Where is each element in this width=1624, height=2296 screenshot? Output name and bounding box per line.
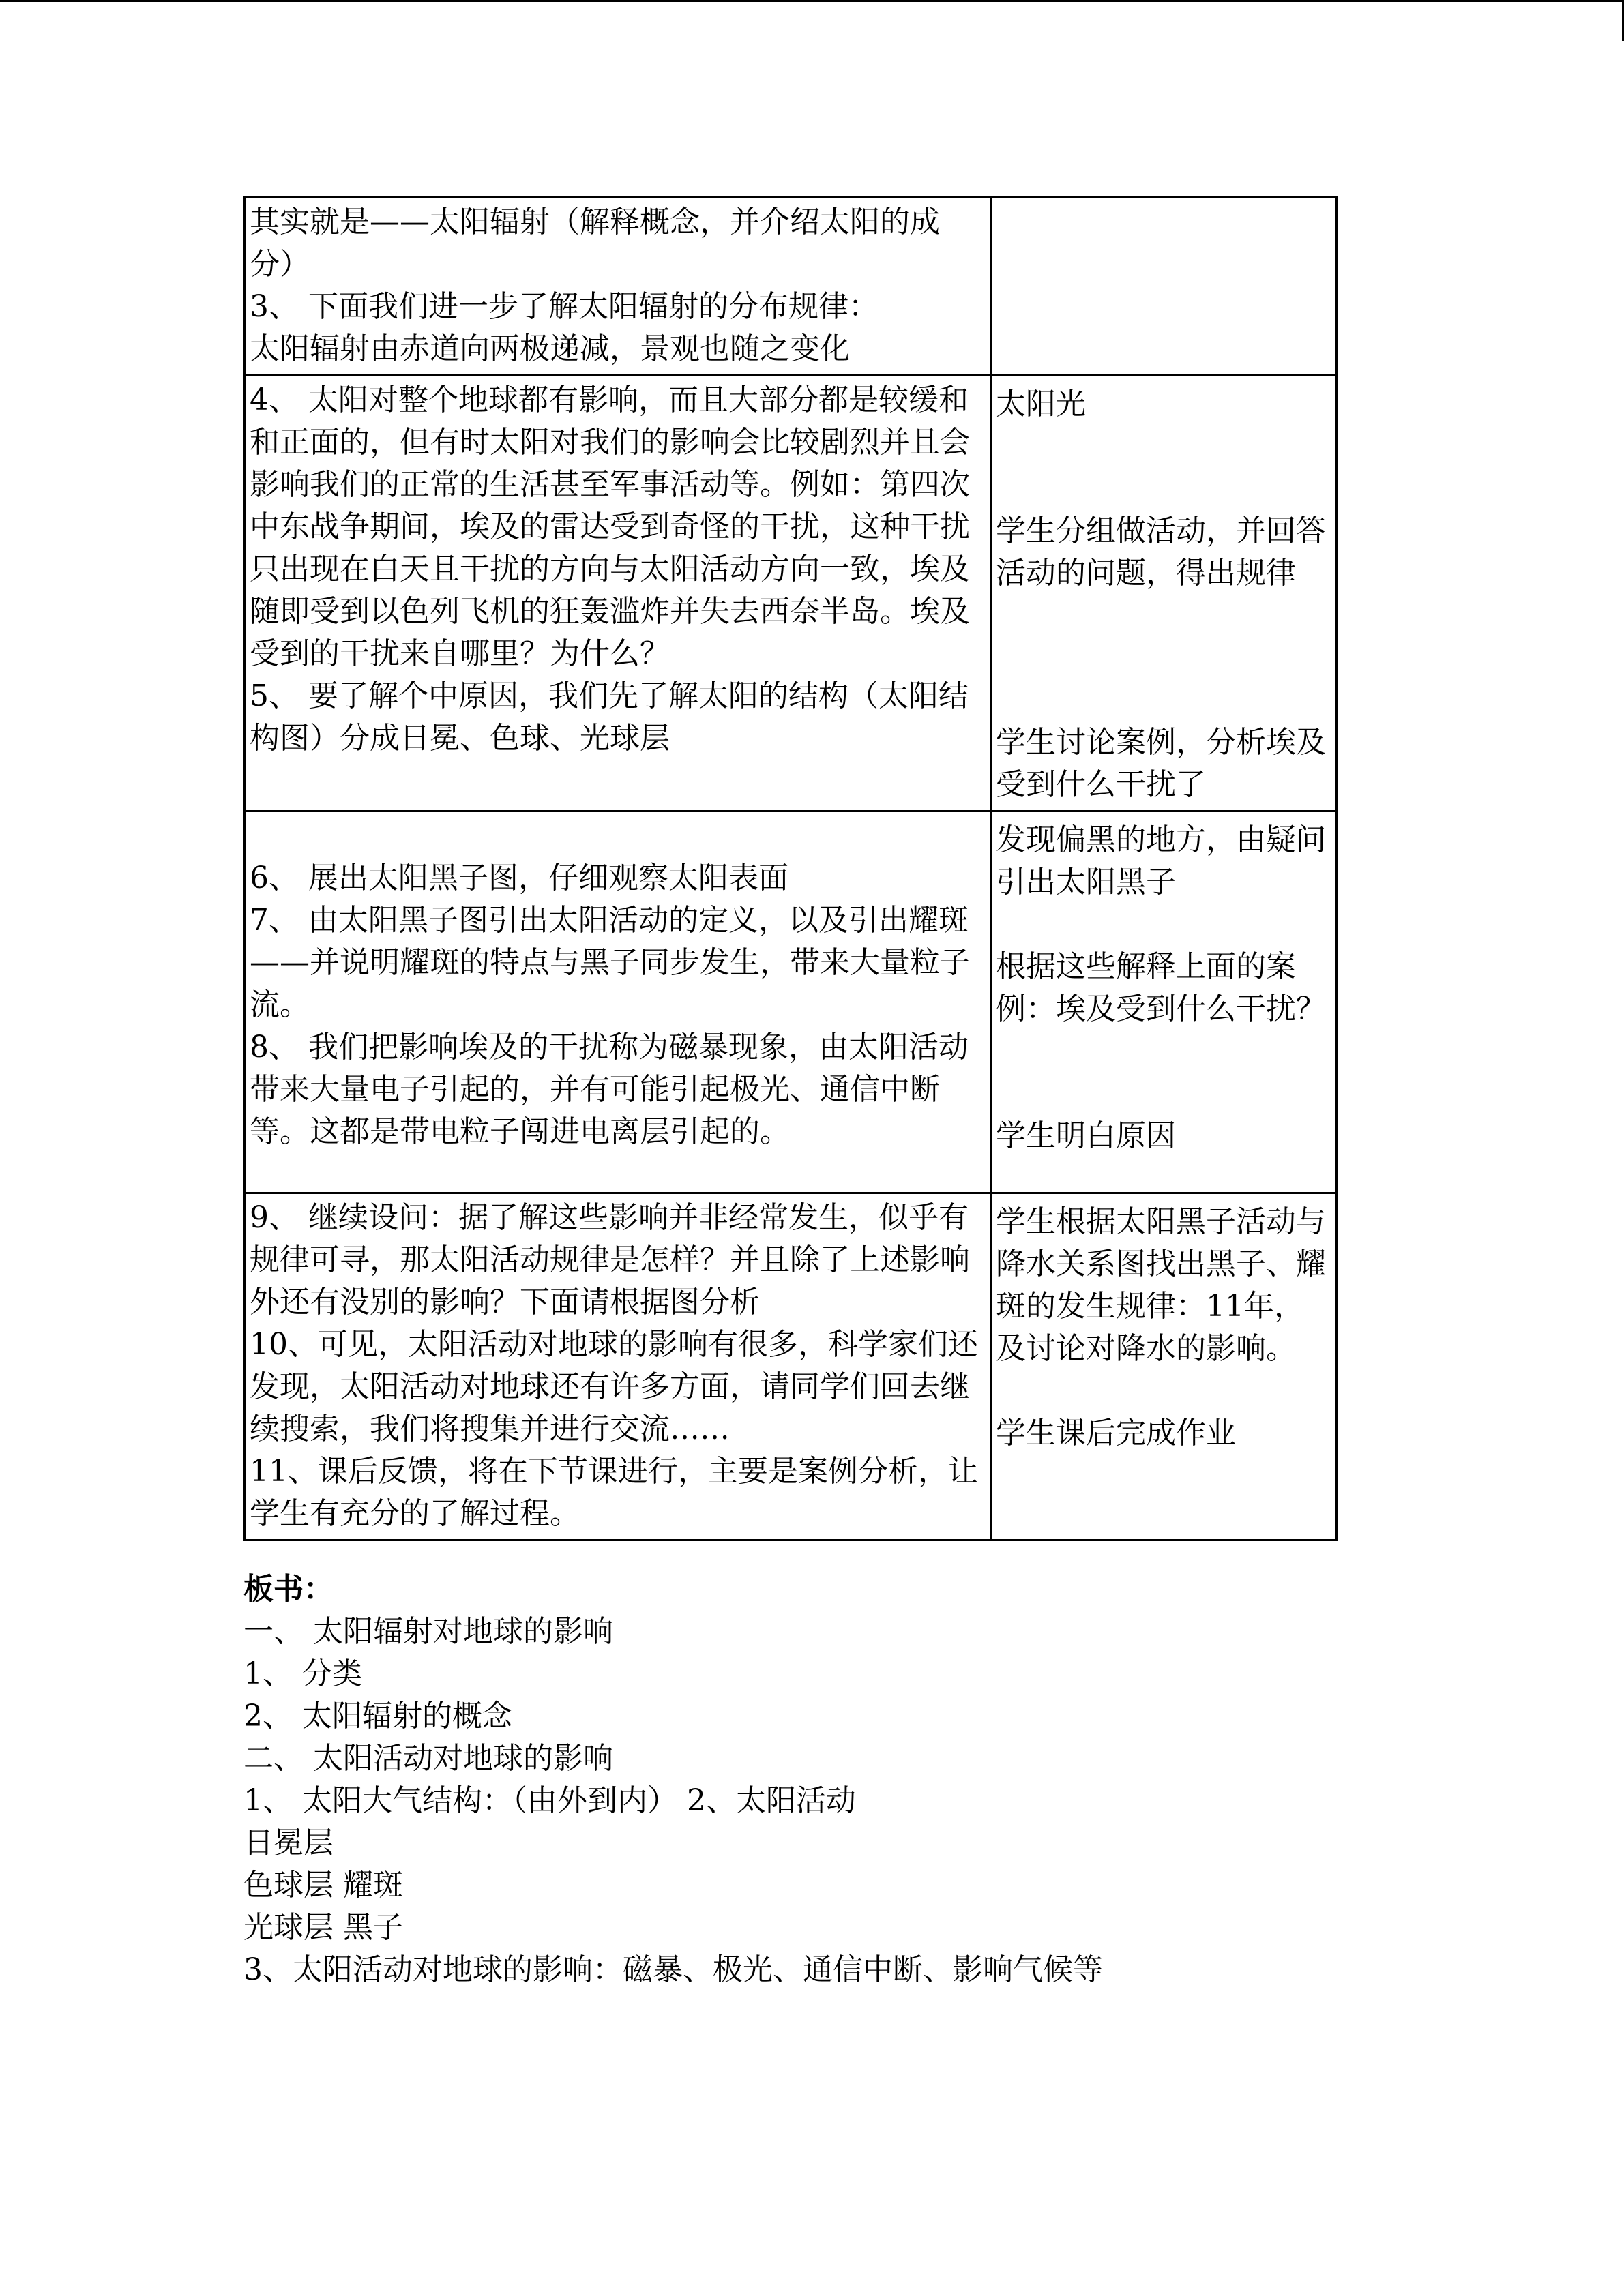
table-row [245,376,1337,811]
blackboard-notes [243,1568,1336,1991]
table-row [245,198,1337,376]
teacher-activity-cell: 4、 太阳对整个地球都有影响，而且大部分都是较缓和和正面的，但有时太阳对我们的影响会比较剧烈并且会影响我们的正常的生活甚至军事活动等。例如：第四次中东战争期间，埃及的雷达受到奇怪的干扰，这种干扰只出现在白天且干扰的方向与太阳活动方向一致，埃及随即受到以色列飞机的狂轰滥炸并失去西奈半岛。埃及受到的干扰来自哪里？为什么？ 5、 要了解个中原因，我们先了解太阳的结构（太阳结构图）分成日冕、色球、光球层 [245,376,991,811]
board-line: 二、 太阳活动对地球的影响 [243,1741,613,1776]
board-line: 1、 分类 [243,1656,362,1691]
page-top-border [0,0,1624,2]
student-activity-cell [991,198,1337,376]
teacher-activity-cell: 9、 继续设问：据了解这些影响并非经常发生，似乎有规律可寻，那太阳活动规律是怎样？并且除了上述影响外还有没别的影响？下面请根据图分析 10、可见，太阳活动对地球的影响有很多，科学家们还发现，太阳活动对地球还有许多方面，请同学们回去继续搜索，我们将搜集并进行交流…… 11、课后反馈，将在下节课进行，主要是案例分析，让学生有充分的了解过程。 [245,1193,991,1540]
teacher-activity-cell: 6、 展出太阳黑子图，仔细观察太阳表面 7、 由太阳黑子图引出太阳活动的定义，以及引出耀斑——并说明耀斑的特点与黑子同步发生，带来大量粒子流。 8、 我们把影响埃及的干扰称为磁暴现象，由太阳活动带来大量电子引起的，并有可能引起极光、通信中断等。这都是带电粒子闯进电离层引起的。 [245,811,991,1193]
student-activity-cell: 学生根据太阳黑子活动与降水关系图找出黑子、耀斑的发生规律：11年，及讨论对降水的影响。 学生课后完成作业 [991,1193,1337,1540]
board-line: 日冕层 [243,1825,334,1860]
teacher-activity-cell: 其实就是——太阳辐射（解释概念，并介绍太阳的成分） 3、 下面我们进一步了解太阳辐射的分布规律： 太阳辐射由赤道向两极递减，景观也随之变化 [245,198,991,376]
board-line: 2、 太阳辐射的概念 [243,1699,512,1733]
board-line: 光球层 黑子 [243,1910,403,1945]
board-line: 1、 太阳大气结构：（由外到内） 2、太阳活动 [243,1783,856,1818]
student-activity-cell: 太阳光 学生分组做活动，并回答活动的问题，得出规律 学生讨论案例，分析埃及受到什么干扰了 [991,376,1337,811]
board-title: 板书： [243,1572,334,1607]
student-activity-cell: 发现偏黑的地方，由疑问引出太阳黑子 根据这些解释上面的案例：埃及受到什么干扰？ 学生明白原因 [991,811,1337,1193]
board-line: 色球层 耀斑 [243,1868,403,1903]
board-line: 一、 太阳辐射对地球的影响 [243,1614,613,1649]
lesson-plan-table [243,196,1338,1541]
board-line: 3、太阳活动对地球的影响：磁暴、极光、通信中断、影响气候等 [243,1952,1103,1987]
table-row [245,1193,1337,1540]
table-row [245,811,1337,1193]
